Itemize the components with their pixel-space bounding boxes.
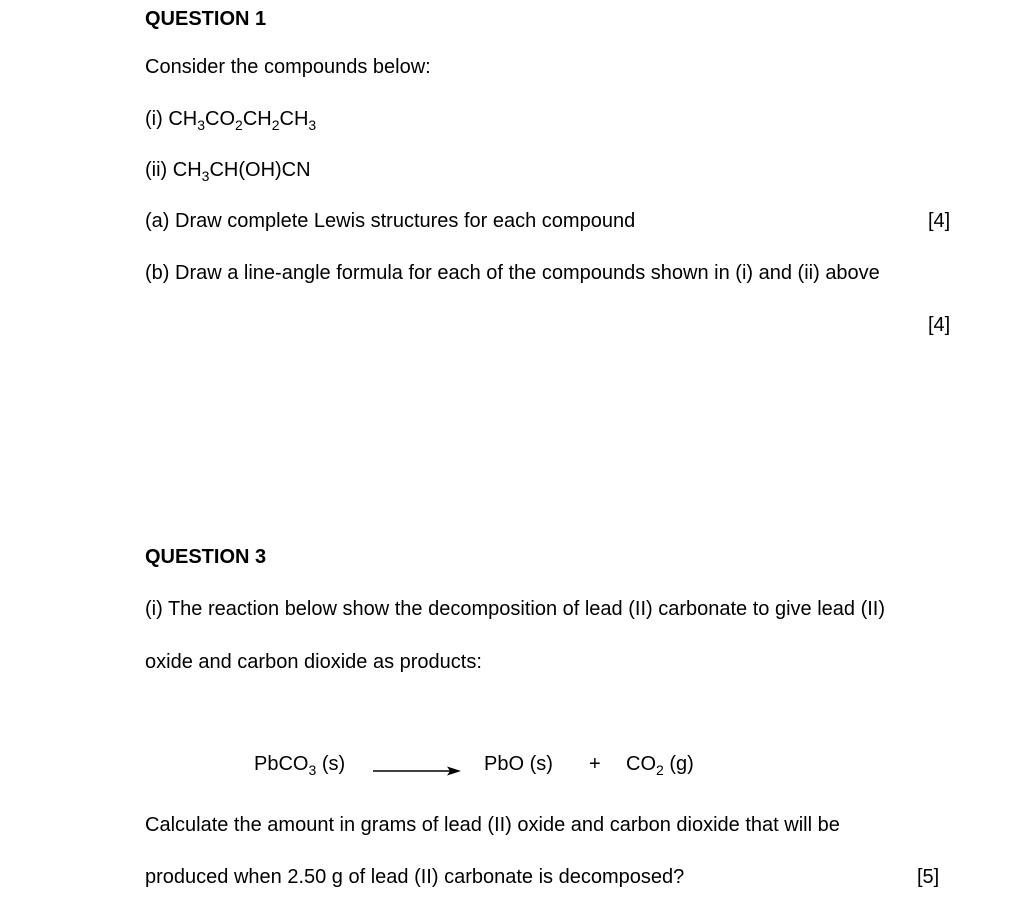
- equation-product-2: $CO_2$ (g): [626, 753, 694, 778]
- equation-product-1: PbO (s): [484, 753, 553, 775]
- question-3-line-2: oxide and carbon dioxide as products:: [145, 651, 482, 673]
- compound-ii: [145, 159, 311, 182]
- calc-line-2: produced when 2.50 g of lead (II) carbonate is decomposed?: [145, 866, 685, 888]
- question-1-heading: QUESTION 1: [145, 8, 267, 30]
- compound-ii-label: (ii): [145, 159, 168, 181]
- reaction-arrow-icon: [373, 765, 461, 777]
- calc-line-1: Calculate the amount in grams of lead (II) oxide and carbon dioxide that will be: [145, 814, 840, 836]
- question-3-marks: [5]: [917, 866, 940, 888]
- compound-ii-formula: $CH_3CH(OH)CN$: [172, 159, 311, 184]
- question-1-intro: Consider the compounds below:: [145, 56, 431, 78]
- question-3-heading: QUESTION 3: [145, 546, 267, 568]
- part-b-marks: [4]: [928, 314, 951, 336]
- equation-plus: +: [589, 753, 601, 775]
- part-a-marks: [4]: [928, 210, 951, 232]
- part-a-text: (a) Draw complete Lewis structures for each compound: [145, 210, 636, 232]
- compound-i-formula: $CH_3CO_2CH_2CH_3$: [168, 108, 317, 133]
- compound-i-label: (i): [145, 108, 163, 130]
- question-3-line-1: (i) The reaction below show the decomposition of lead (II) carbonate to give lead (II): [145, 598, 886, 620]
- compound-i: [145, 108, 316, 131]
- part-b-text: (b) Draw a line-angle formula for each of the compounds shown in (i) and (ii) above: [145, 262, 880, 284]
- equation-reactant: PbCO$_3$ (s): [254, 753, 346, 778]
